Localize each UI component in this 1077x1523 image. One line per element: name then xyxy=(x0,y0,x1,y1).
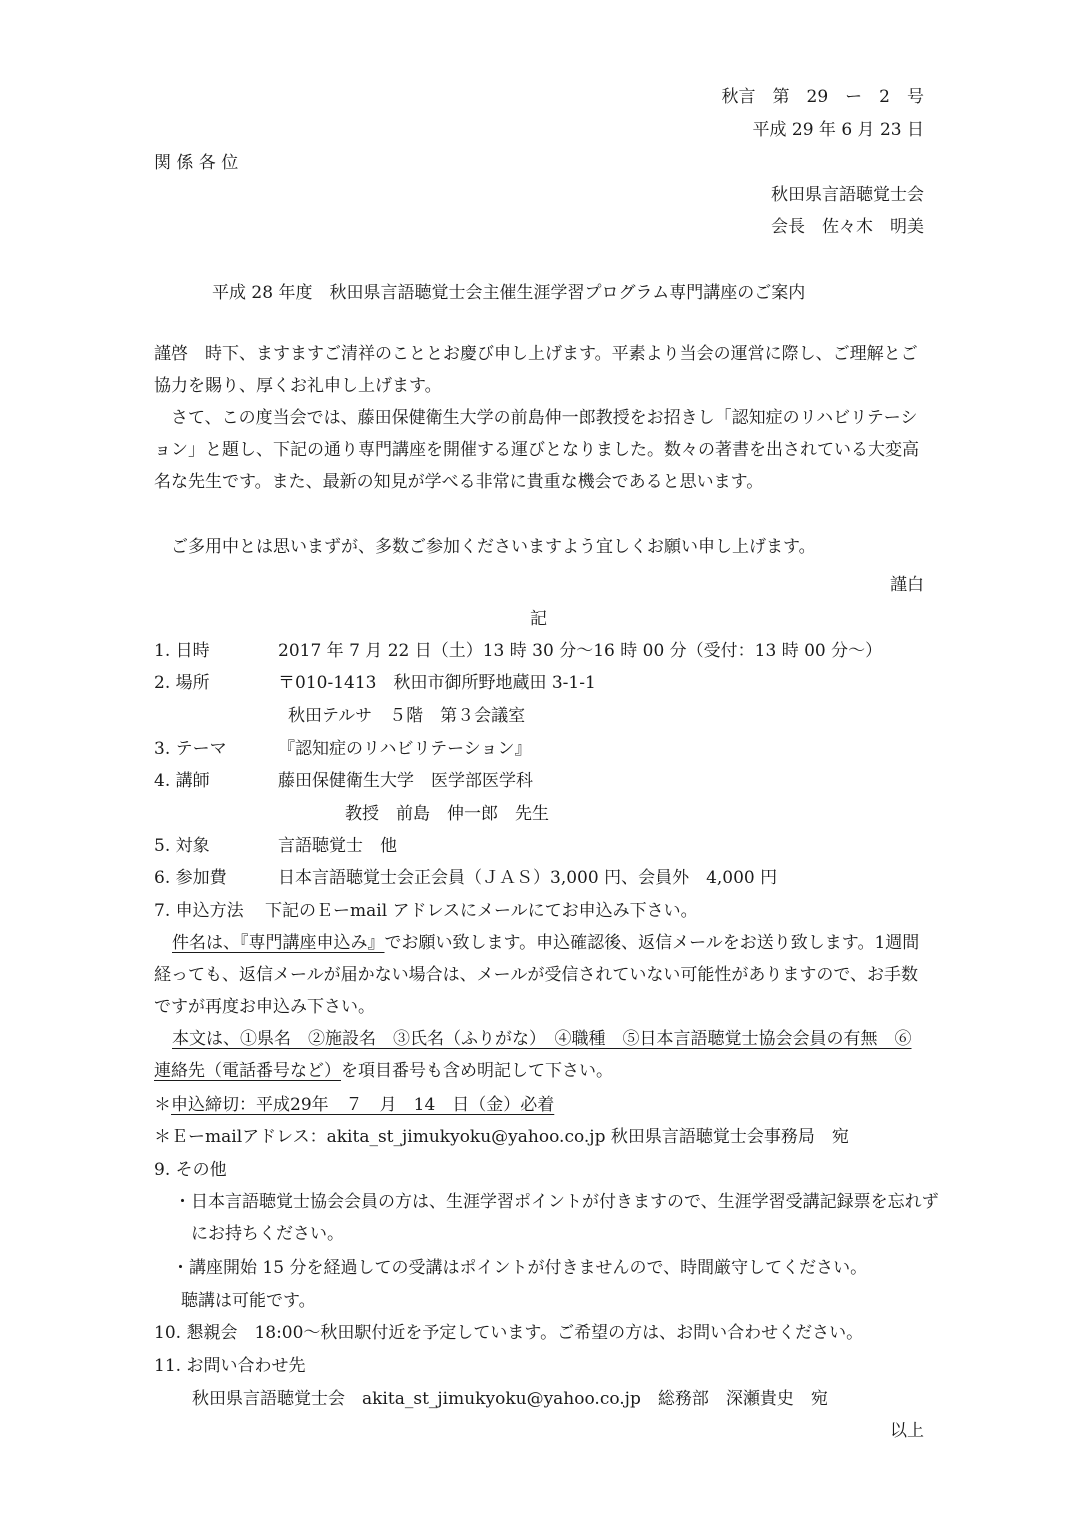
request-paragraph: ご多用中とは思いまずが、多数ご参加くださいますよう宜しくお願い申し上げます。 xyxy=(154,537,816,557)
deadline-prefix: ＊ xyxy=(154,1095,171,1115)
subject-instructions-rest: でお願い致します。申込確認後、返信メールをお送り致します。1週間経っても、返信メールが届かない場合は、メールが受信されていない可能性がありますので、お手数ですが再度お申込み下さい。 xyxy=(154,933,920,1017)
item-6-label: 6. 参加費 xyxy=(154,868,227,888)
item-2-label: 2. 場所 xyxy=(154,673,210,693)
body-instructions-rest: を項目番号も含め明記して下さい。 xyxy=(341,1061,613,1081)
email-address-line: ＊Ｅーmailアドレス：akita_st_jimukyoku@yahoo.co.jp 秋田県言語聴覚士会事務局 宛 xyxy=(154,1127,849,1147)
end-mark: 以上 xyxy=(890,1421,924,1441)
item-11-label: 11. お問い合わせ先 xyxy=(154,1356,306,1376)
document-title: 平成 28 年度 秋田県言語聴覚士会主催生涯学習プログラム専門講座のご案内 xyxy=(212,283,806,303)
deadline-line xyxy=(154,1090,554,1115)
item-7-value: 下記のＥーmail アドレスにメールにてお申込み下さい。 xyxy=(265,901,698,921)
deadline-text: 申込締切：平成29年 ７ 月 14 日（金）必着 xyxy=(171,1095,555,1115)
item-5-label: 5. 対象 xyxy=(154,836,210,856)
sender-organization: 秋田県言語聴覚士会 xyxy=(771,185,924,205)
item-2-value-line2: 秋田テルサ ５階 第３会議室 xyxy=(288,706,526,726)
document-date: 平成 29 年 6 月 23 日 xyxy=(752,120,924,140)
item-4-value-line2: 教授 前島 伸一郎 先生 xyxy=(345,804,549,824)
item-9-bullet-2: ・講座開始 15 分を経過しての受講はポイントが付きませんので、時間厳守してください。 xyxy=(172,1258,868,1278)
item-11-value: 秋田県言語聴覚士会 akita_st_jimukyoku@yahoo.co.jp 総務部 深瀬貴史 宛 xyxy=(192,1389,828,1409)
item-4-value: 藤田保健衛生大学 医学部医学科 xyxy=(278,771,533,791)
subject-instructions-underlined: 件名は、『専門講座申込み』 xyxy=(172,933,385,953)
sender-name: 会長 佐々木 明美 xyxy=(771,217,924,237)
item-4-label: 4. 講師 xyxy=(154,771,210,791)
item-6-value: 日本言語聴覚士会正会員（ＪＡＳ）3,000 円、会員外 4,000 円 xyxy=(278,868,778,888)
addressee: 関 係 各 位 xyxy=(154,153,239,173)
item-10: 10. 懇親会 18:00～秋田駅付近を予定しています。ご希望の方は、お問い合わせください。 xyxy=(154,1323,864,1343)
item-7-label: 7. 申込方法 xyxy=(154,901,244,921)
body-instructions xyxy=(154,1023,924,1087)
item-9-bullet-2-line2: 聴講は可能です。 xyxy=(181,1291,316,1311)
item-3-value: 『認知症のリハビリテーション』 xyxy=(278,739,532,759)
item-5-value: 言語聴覚士 他 xyxy=(278,836,397,856)
ki-heading: 記 xyxy=(530,609,547,629)
item-2-value: 〒010-1413 秋田市御所野地蔵田 3-1-1 xyxy=(278,673,596,693)
body-instructions-underlined: 本文は、①県名 ②施設名 ③氏名（ふりがな） ④職種 ⑤日本言語聴覚士協会会員の有無 ⑥連絡先（電話番号など） xyxy=(154,1029,912,1081)
item-1-label: 1. 日時 xyxy=(154,641,210,661)
item-9-label: 9. その他 xyxy=(154,1160,227,1180)
intro-paragraph: さて、この度当会では、藤田保健衛生大学の前島伸一郎教授をお招きし「認知症のリハビリテーション」と題し、下記の通り専門講座を開催する運びとなりました。数々の著書を出されている大変高名な先生です。また、最新の知見が学べる非常に貴重な機会であると思います。 xyxy=(154,408,919,492)
item-3-label: 3. テーマ xyxy=(154,739,227,759)
subject-instructions xyxy=(154,927,924,1023)
closing-word: 謹白 xyxy=(890,575,924,595)
item-1-value: 2017 年 7 月 22 日（土）13 時 30 分～16 時 00 分（受付：13 時 00 分～） xyxy=(278,641,883,661)
document-number: 秋言 第 29 ー 2 号 xyxy=(721,87,924,107)
item-9-bullet-1: ・日本言語聴覚士協会会員の方は、生涯学習ポイントが付きますので、生涯学習受講記録票を忘れずにお持ちください。 xyxy=(174,1192,939,1244)
greeting-paragraph: 謹啓 時下、ますますご清祥のこととお慶び申し上げます。平素より当会の運営に際し、ご理解とご協力を賜り、厚くお礼申し上げます。 xyxy=(154,344,918,396)
